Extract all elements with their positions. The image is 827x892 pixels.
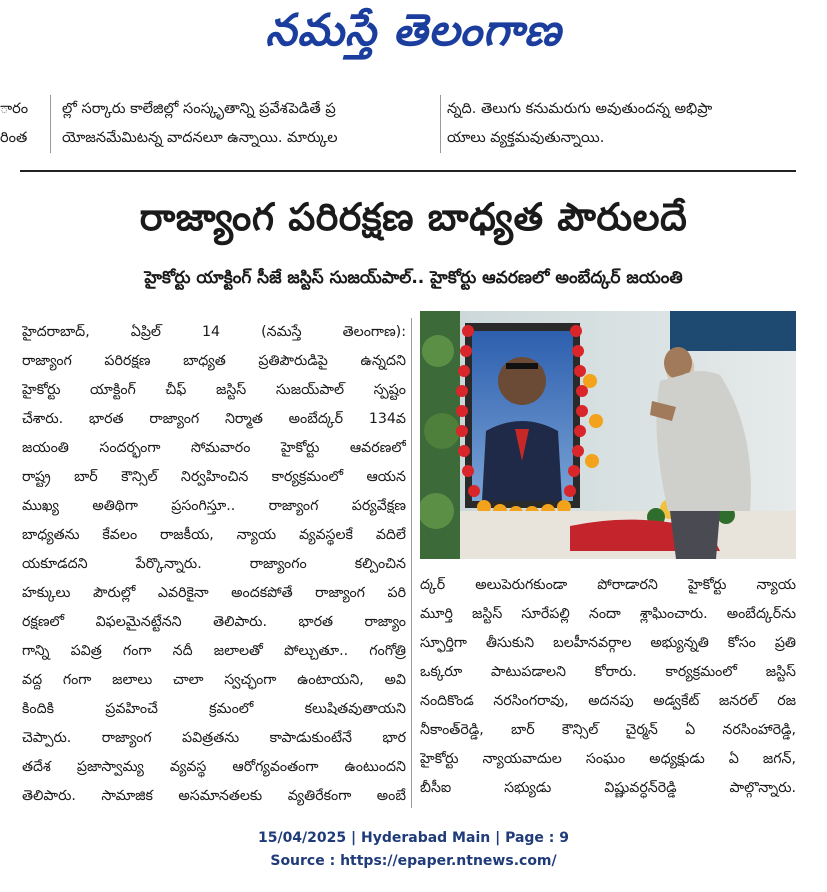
body-line: మూర్తి జస్టిస్ సూరేపల్లి నందా శ్లాఘించారు. అంబేద్కర్‌ను xyxy=(420,606,796,622)
body-line: వద్ద గంగా జలాలు చాలా స్వచ్ఛంగా ఉంటాయని, అవి xyxy=(22,672,406,688)
strip-line: యోజనమేమిటన్న వాదనలూ ఉన్నాయి. మార్కుల xyxy=(62,130,338,146)
strip-line: ల్లో సర్కారు కాలేజిల్లో సంస్కృతాన్ని ప్రవేశపెడితే ప్ర xyxy=(62,101,336,117)
body-line: ద్కర్ అలుపెరుగకుండా పోరాడారని హైకోర్టు న్యాయ xyxy=(420,577,796,593)
body-line: రాష్ట్ర బార్ కౌన్సిల్ నిర్వహించిన కార్యక్రమంలో ఆయన xyxy=(22,469,406,485)
body-line: నందికొండ నరసింగరావు, అదనపు అడ్వకేట్ జనరల్ రజ xyxy=(420,693,796,709)
headline: రాజ్యాంగ పరిరక్షణ బాధ్యత పౌరులదే xyxy=(139,195,688,239)
body-line: గాన్ని పవిత్ర గంగా నదీ జలాలతో పోల్చుతూ.. గంగోత్రి xyxy=(22,643,406,659)
body-line: హైకోర్టు యాక్టింగ్ చీఫ్ జస్టిస్ సుజయ్‌పాల్ స్పష్టం xyxy=(22,382,406,398)
section-rule xyxy=(20,170,796,172)
strip-line: రింత xyxy=(0,130,28,146)
body-line: నీకాంత్‌రెడ్డి, బార్ కౌన్సిల్ చైర్మన్ ఏ నరసింహారెడ్డి, xyxy=(420,722,796,738)
body-line: ముఖ్య అతిథిగా ప్రసంగిస్తూ.. రాజ్యాంగ పర్యవేక్షణ xyxy=(22,498,406,514)
footer-date-edition: 15/04/2025 | Hyderabad Main | Page : 9 xyxy=(257,830,570,846)
body-line: హైకోర్టు న్యాయవాదుల సంఘం అధ్యక్షుడు ఏ జగన్, xyxy=(420,751,796,767)
article-right-column xyxy=(420,571,796,803)
masthead xyxy=(0,0,827,72)
body-line: కిందికి ప్రవహించే క్రమంలో కలుషితవుతాయని xyxy=(22,701,406,717)
strip-line: యాలు వ్యక్తమవుతున్నాయి. xyxy=(447,130,605,146)
body-line: రక్షణలో విఫలమైనట్టేనని తెలిపారు. భారత రాజ్యాం xyxy=(22,614,406,630)
photo-ambedkar-tribute-icon xyxy=(420,311,796,559)
body-line: బాధ్యతను కేవలం రాజకీయ, న్యాయ వ్యవస్థలకే వదిలే xyxy=(22,527,406,543)
body-line: జయంతి సందర్భంగా సోమవారం హైకోర్టు ఆవరణలో xyxy=(22,440,406,456)
body-line: హక్కులు పౌరుల్లో ఎవరికైనా అందకపోతే రాజ్యాంగ పరి xyxy=(22,585,406,601)
body-line: చెప్పారు. రాజ్యాంగ పవిత్రతను కాపాడుకుంటేనే భార xyxy=(22,730,406,746)
top-strip-col2 xyxy=(62,95,434,153)
top-strip-col1 xyxy=(0,95,40,153)
body-line: చేశారు. భారత రాజ్యాంగ నిర్మాత అంబేద్కర్ 134వ xyxy=(22,411,406,427)
body-line: హైదరాబాద్, ఏప్రిల్ 14 (నమస్తే తెలంగాణ): xyxy=(22,324,406,340)
body-line: రాజ్యాంగ పరిరక్షణ బాధ్యత ప్రతిపౌరుడిపై ఉన్నదని xyxy=(22,353,406,369)
body-line: బీసీఐ సభ్యుడు విష్ణువర్ధన్‌రెడ్డి పాల్గొన్నారు. xyxy=(420,780,796,796)
column-divider xyxy=(50,95,51,153)
footer-source-link[interactable]: Source : https://epaper.ntnews.com/ xyxy=(270,853,557,869)
column-divider xyxy=(440,95,441,153)
subheadline: హైకోర్టు యాక్టింగ్ సీజే జస్టిస్ సుజయ్‌పాల్.. హైకోర్టు ఆవరణలో అంబేద్కర్ జయంతి xyxy=(144,268,683,288)
article-left-column xyxy=(22,318,406,811)
article-photo xyxy=(420,311,796,559)
body-line: ఒక్కరూ పాటుపడాలని కోరారు. కార్యక్రమంలో జస్టిస్ xyxy=(420,664,796,680)
strip-line: ారం xyxy=(0,101,29,117)
strip-line: న్నది. తెలుగు కనుమరుగు అవుతుందన్న అభిప్రా xyxy=(447,101,713,117)
masthead-title: నమస్తే తెలంగాణ xyxy=(265,5,562,56)
top-strip-col3 xyxy=(447,95,819,153)
body-line: తదేశ ప్రజాస్వామ్య వ్యవస్థ ఆరోగ్యవంతంగా ఉంటుందని xyxy=(22,759,406,775)
body-line: యకూడదని పేర్కొన్నారు. రాజ్యాంగం కల్పించిన xyxy=(22,556,406,572)
body-line: స్ఫూర్తిగా తీసుకుని బలహీనవర్గాల అభ్యున్నతి కోసం ప్రతి xyxy=(420,635,796,651)
column-divider xyxy=(411,318,412,808)
body-line: తెలిపారు. సామాజిక అసమానతలకు వ్యతిరేకంగా అంబే xyxy=(22,788,406,804)
